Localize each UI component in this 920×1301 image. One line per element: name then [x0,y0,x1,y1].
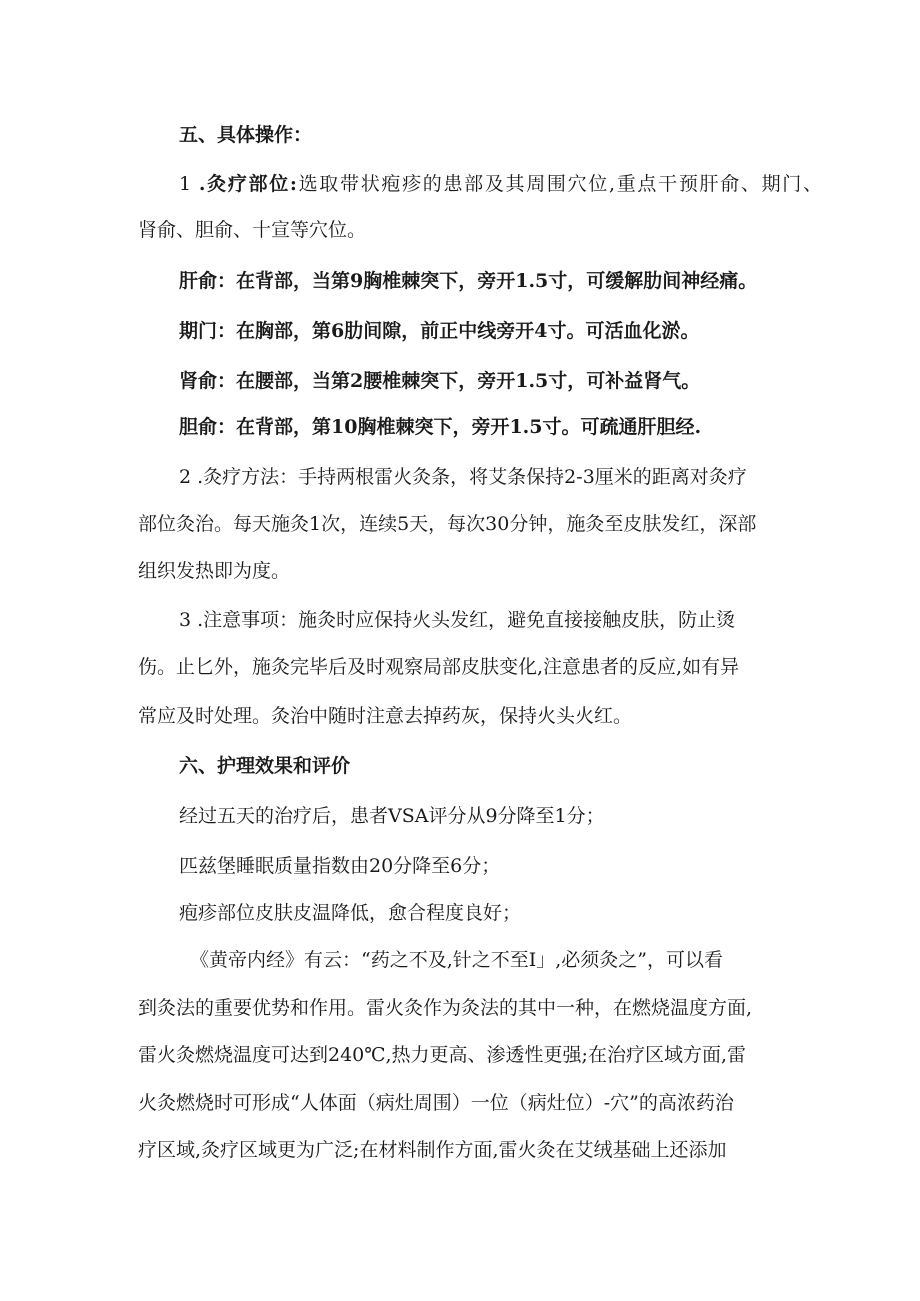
item-1-line-1 [179,170,822,198]
item-3-line-1 [179,606,735,634]
item-3-line-3: 常应及时处理。灸治中随时注意去掉药灰，保持火头火红。 [138,705,633,727]
acupoint-shenshu: 肾俞：在腰部，当第2腰椎棘突下，旁开1.5寸，可补益肾气。 [179,370,701,392]
paragraph-line-4: 火灸燃烧时可形成“人体面（病灶周围）一位（病灶位）-穴”的高浓药治 [138,1092,734,1114]
acupoint-danshu: 胆俞：在背部，第10胸椎棘突下，旁开1.5寸。可疏通肝胆经. [179,416,702,438]
item-1-number: 1 [179,173,192,195]
section-heading-6: 六、护理效果和评价 [179,755,351,777]
section-heading-5: 五、具体操作： [179,124,313,146]
item-2-number: 2 [179,466,192,488]
acupoint-qimen: 期门：在胸部，第6肋间隙，前正中线旁开4寸。可活血化淤。 [179,320,700,342]
item-3-number: 3 [179,609,192,631]
item-3-line-2: 伤。止匕外，施灸完毕后及时观察局部皮肤变化,注意患者的反应,如有异 [138,656,740,678]
paragraph-line-5: 疗区域,灸疗区域更为广泛;在材料制作方面,雷火灸在艾绒基础上还添加 [138,1139,727,1161]
item-1-line-2: 肾俞、胆俞、十宣等穴位。 [138,219,367,241]
item-2-line-3: 组织发热即为度。 [138,560,291,582]
item-2-line-1 [179,463,747,491]
paragraph-line-3: 雷火灸燃烧温度可达到240℃,热力更高、渗透性更强;在治疗区域方面,雷 [138,1044,747,1066]
paragraph-line-2: 到灸法的重要优势和作用。雷火灸作为灸法的其中一种，在燃烧温度方面, [138,997,753,1019]
item-1-label: .灸疗部位: [198,173,297,195]
item-2-line-2: 部位灸治。每天施灸1次，连续5天，每次30分钟，施灸至皮肤发红，深部 [138,513,757,535]
result-vsa: 经过五天的治疗后，患者VSA评分从9分降至1分； [179,805,605,827]
result-skin: 疱疹部位皮肤皮温降低，愈合程度良好； [179,902,522,924]
item-3-text: .注意事项：施灸时应保持火头发红，避免直接接触皮肤，防止烫 [197,609,736,631]
acupoint-ganshu: 肝俞：在背部，当第9胸椎棘突下，旁开1.5寸，可缓解肋间神经痛。 [179,270,758,292]
item-2-text: .灸疗方法：手持两根雷火灸条，将艾条保持2-3厘米的距离对灸疗 [197,466,747,488]
paragraph-line-1: 《黄帝内经》有云：“药之不及,针之不至I」,必须灸之”，可以看 [190,949,724,971]
item-1-text: 选取带状疱疹的患部及其周围穴位,重点干预肝俞、期门、 [296,173,822,195]
result-psqi: 匹兹堡睡眠质量指数由20分降至6分； [179,855,501,877]
